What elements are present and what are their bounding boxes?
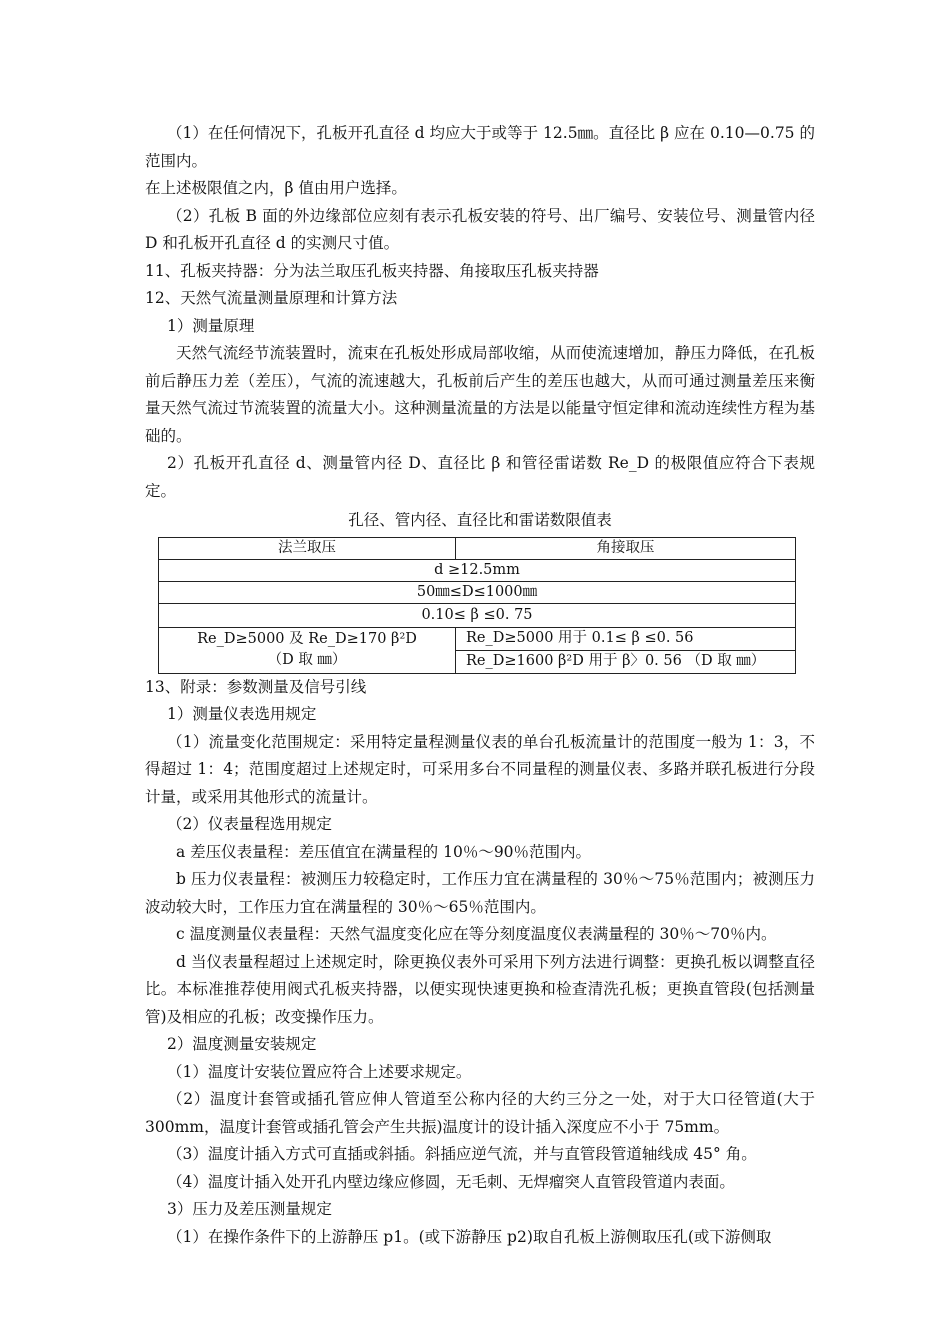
- paragraph-p1: （1）在任何情况下，孔板开孔直径 d 均应大于或等于 12.5㎜。直径比 β 应在 0.10—0.75 的范围内。: [145, 124, 815, 170]
- paragraph-q5: a 差压仪表量程：差压值宜在满量程的 10％～90％范围内。: [176, 842, 592, 861]
- paragraph-p4: 11、孔板夹持器：分为法兰取压孔板夹持器、角接取压孔板夹持器: [145, 261, 599, 280]
- reynolds-flange-cell: [159, 627, 456, 673]
- paragraph-p8: 2）孔板开孔直径 d、测量管内径 D、直径比 β 和管径雷诺数 Re_D 的极限值应符合下表规定。: [145, 454, 815, 500]
- header-flange-tapping: 法兰取压: [159, 537, 456, 559]
- paragraph-q6: b 压力仪表量程：被测压力较稳定时，工作压力宜在满量程的 30％～75％范围内；被测压力波动较大时，工作压力宜在满量程的 30％～65％范围内。: [145, 870, 815, 916]
- paragraph-q4: （2）仪表量程选用规定: [167, 815, 332, 833]
- paragraph-q9: 2）温度测量安装规定: [167, 1035, 317, 1053]
- paragraph-q10: （1）温度计安装位置应符合上述要求规定。: [167, 1062, 472, 1081]
- paragraph-q11: （2）温度计套管或插孔管应伸人管道至公称内径的大约三分之一处，对于大口径管道(大于 300mm，温度计套管或插孔管会产生共振)温度计的设计插入深度应不小于 75mm。: [145, 1090, 815, 1136]
- row-pipe-diameter: 50㎜≤D≤1000㎜: [159, 581, 796, 603]
- table-caption: 孔径、管内径、直径比和雷诺数限值表: [348, 511, 612, 529]
- paragraph-q8: d 当仪表量程超过上述规定时，除更换仪表外可采用下列方法进行调整：更换孔板以调整直径比。本标准推荐使用阀式孔板夹持器，以便实现快速更换和检查清洗孔板；更换直管段(包括测量管)及相应的孔板；改变操作压力。: [145, 952, 815, 1026]
- paragraph-q15: （1）在操作条件下的上游静压 p1。(或下游静压 p2)取自孔板上游侧取压孔(或下游侧取: [167, 1227, 772, 1246]
- limits-table: [158, 537, 796, 674]
- paragraph-q13: （4）温度计插入处开孔内壁边缘应修圆，无毛刺、无焊瘤突人直管段管道内表面。: [167, 1172, 735, 1191]
- paragraph-p2: 在上述极限值之内，β 值由用户选择。: [145, 179, 407, 197]
- header-corner-tapping: 角接取压: [456, 537, 796, 559]
- paragraph-q14: 3）压力及差压测量规定: [167, 1200, 332, 1218]
- paragraph-p7: 天然气流经节流装置时，流束在孔板处形成局部收缩，从而使流速增加，静压力降低，在孔板前后静压力差（差压），气流的流速越大，孔板前后产生的差压也越大，从而可通过测量差压来衡量天然气流过节流装置的流量大小。这种测量流量的方法是以能量守恒定律和流动连续性方程为基础的。: [145, 344, 815, 445]
- row-diameter-ratio: 0.10≤ β ≤0. 75: [159, 603, 796, 627]
- bottom-paragraphs: [145, 674, 815, 1252]
- paragraph-q12: （3）温度计插入方式可直插或斜插。斜插应逆气流，并与直管段管道轴线成 45° 角。: [167, 1145, 757, 1163]
- document-page: [145, 120, 815, 1251]
- reynolds-flange-line1: Re_D≥5000 及 Re_D≥170 β²D: [197, 631, 417, 647]
- reynolds-corner-row2: Re_D≥1600 β²D 用于 β〉0. 56 （D 取 ㎜）: [456, 650, 796, 673]
- paragraph-q3: （1）流量变化范围规定：采用特定量程测量仪表的单台孔板流量计的范围度一般为 1：3，不得超过 1：4；范围度超过上述规定时，可采用多台不同量程的测量仪表、多路并联孔板进行分段计量，或采用其他形式的流量计。: [145, 732, 815, 806]
- reynolds-flange-line2: （D 取 ㎜）: [267, 652, 347, 668]
- paragraph-p3: （2）孔板 B 面的外边缘部位应刻有表示孔板安装的符号、出厂编号、安装位号、测量管内径 D 和孔板开孔直径 d 的实测尺寸值。: [145, 206, 815, 252]
- paragraph-q2: 1）测量仪表选用规定: [167, 705, 317, 723]
- paragraph-p5: 12、天然气流量测量原理和计算方法: [145, 289, 398, 307]
- reynolds-corner-row1: Re_D≥5000 用于 0.1≤ β ≤0. 56: [456, 627, 796, 650]
- row-orifice-diameter: d ≥12.5mm: [159, 559, 796, 581]
- paragraph-p6: 1）测量原理: [167, 316, 255, 335]
- paragraph-q1: 13、附录：参数测量及信号引线: [145, 677, 367, 696]
- paragraph-q7: c 温度测量仪表量程：天然气温度变化应在等分刻度温度仪表满量程的 30％～70％内。: [176, 925, 777, 943]
- top-paragraphs: [145, 120, 815, 505]
